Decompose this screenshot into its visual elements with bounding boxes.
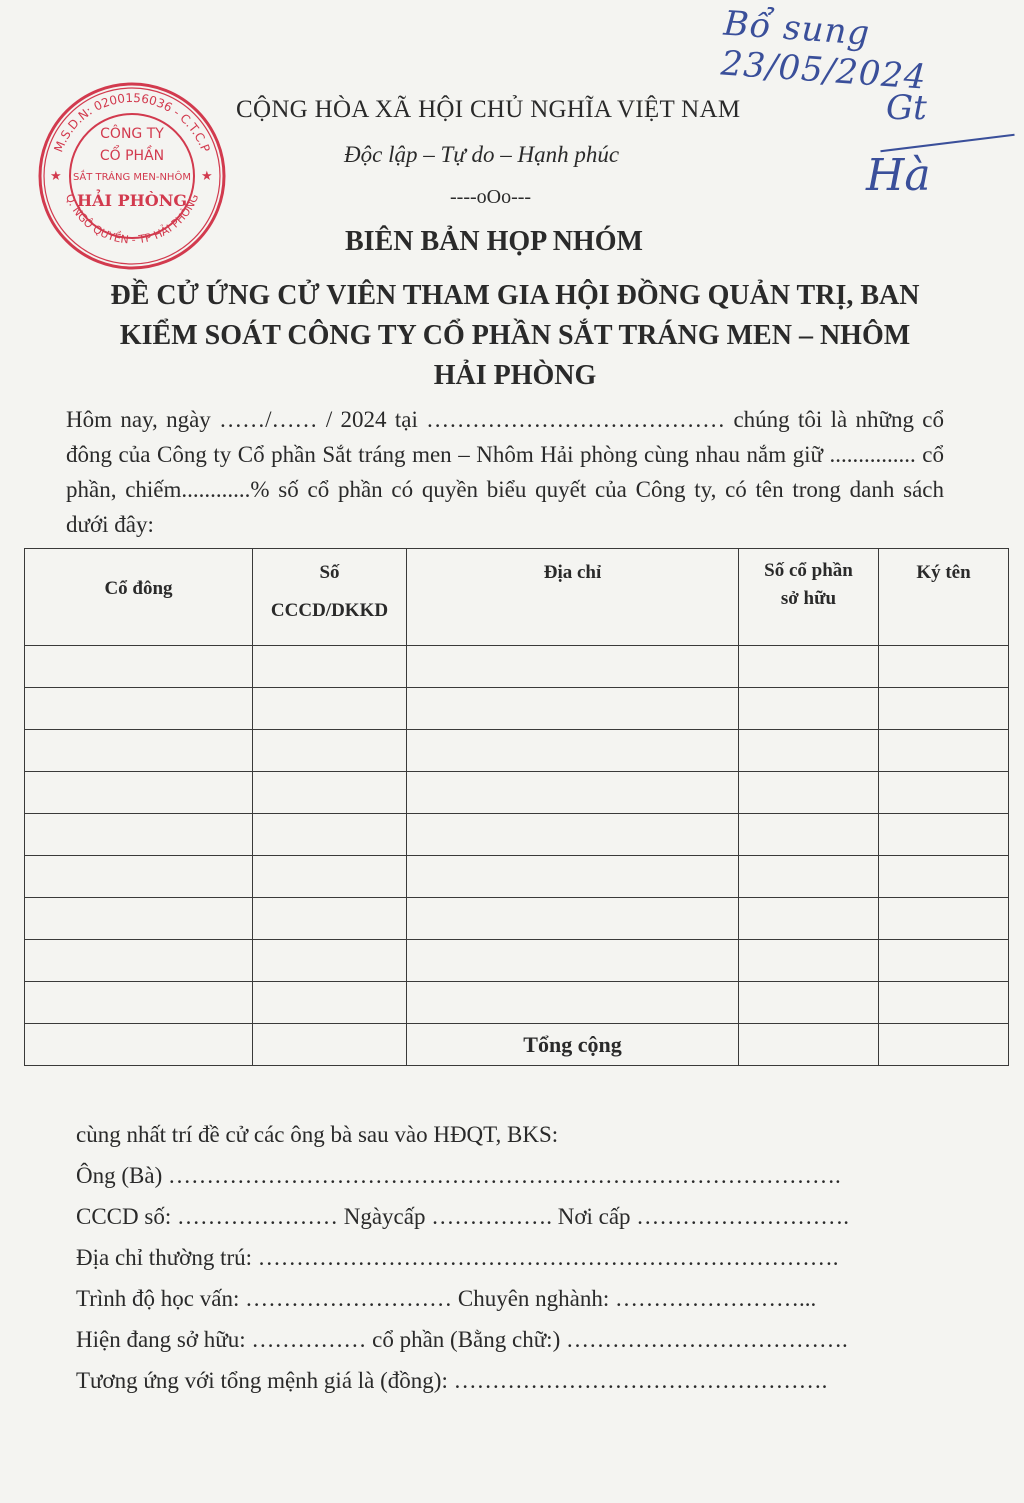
candidate-education-field: Trình độ học vấn: ……………………… Chuyên nghành: ……………………... xyxy=(76,1286,817,1311)
table-row xyxy=(25,898,1009,940)
subtitle-line-2: KIỂM SOÁT CÔNG TY CỔ PHẦN SẮT TRÁNG MEN – NHÔM xyxy=(119,320,911,351)
header-address: Địa chỉ xyxy=(407,549,739,646)
candidate-name-field: Ông (Bà) ……………………………………………………………………………. xyxy=(76,1163,841,1188)
candidate-id-field: CCCD số: ………………… Ngàycấp ……………. Nơi cấp ………………………. xyxy=(76,1204,850,1229)
document-subtitle xyxy=(70,276,960,396)
table-row xyxy=(25,982,1009,1024)
total-label: Tổng cộng xyxy=(407,1024,739,1066)
intro-paragraph: Hôm nay, ngày ……/…… / 2024 tại ………………………………… chúng tôi là những cổ đông của Công ty Cổ phần Sắt tráng men – Nhôm Hải phòng cùng nhau nắm giữ ............... cổ phần, chiếm............% số cổ phần có quyền biểu quyết của Công ty, có tên trong danh sách dưới đây: xyxy=(66,407,944,537)
candidate-intro: cùng nhất trí đề cử các ông bà sau vào HĐQT, BKS: xyxy=(76,1122,559,1147)
table-header-row xyxy=(25,549,1009,646)
header-separator: ----oOo--- xyxy=(450,186,532,208)
candidate-holding-field: Hiện đang sở hữu: …………… cổ phần (Bằng chữ:) ………………………………. xyxy=(76,1327,848,1352)
svg-text:★: ★ xyxy=(201,169,213,184)
table-row xyxy=(25,856,1009,898)
shareholder-table xyxy=(24,548,1009,1066)
table-row xyxy=(25,730,1009,772)
table-row xyxy=(25,646,1009,688)
table-row xyxy=(25,772,1009,814)
table-row xyxy=(25,688,1009,730)
candidate-address-field: Địa chỉ thường trú: …………………………………………………………………. xyxy=(76,1245,839,1270)
header-shares-owned: Số cổ phần sở hữu xyxy=(739,549,879,646)
table-total-row xyxy=(25,1024,1009,1066)
nation-title: CỘNG HÒA XÃ HỘI CHỦ NGHĨA VIỆT NAM xyxy=(236,96,741,123)
handwritten-note: Bổ sung 23/05/2024 xyxy=(719,3,928,98)
seal-line-2: CỔ PHẦN xyxy=(99,148,165,164)
handwritten-signature: Hà xyxy=(866,150,931,201)
seal-ring-text: M.S.D.N: 0200156036 - C.T.C.P xyxy=(51,90,213,155)
svg-text:★: ★ xyxy=(50,169,62,184)
header-id-number: Số CCCD/DKKD xyxy=(253,549,407,646)
handwritten-initial: Gt xyxy=(886,88,927,128)
subtitle-line-3: HẢI PHÒNG xyxy=(433,360,597,391)
document-title: BIÊN BẢN HỌP NHÓM xyxy=(345,226,643,257)
header-signature: Ký tên xyxy=(879,549,1009,646)
seal-bottom-text: Q. NGÔ QUYỀN - TP HẢI PHÒNG xyxy=(62,192,202,247)
subtitle-line-1: ĐỀ CỬ ỨNG CỬ VIÊN THAM GIA HỘI ĐỒNG QUẢN TRỊ, BAN xyxy=(110,280,920,311)
candidate-value-field: Tương ứng với tổng mệnh giá là (đồng): …………………………………………. xyxy=(76,1368,828,1393)
table-row xyxy=(25,814,1009,856)
seal-line-3: SẮT TRÁNG MEN-NHÔM xyxy=(73,172,191,183)
seal-line-1: CÔNG TY xyxy=(100,126,164,142)
seal-line-4: HẢI PHÒNG xyxy=(77,191,187,210)
header-shareholder: Cổ đông xyxy=(25,549,253,646)
company-seal-icon xyxy=(36,80,228,272)
table-row xyxy=(25,940,1009,982)
nation-motto: Độc lập – Tự do – Hạnh phúc xyxy=(344,142,620,167)
candidate-section xyxy=(76,1114,928,1401)
